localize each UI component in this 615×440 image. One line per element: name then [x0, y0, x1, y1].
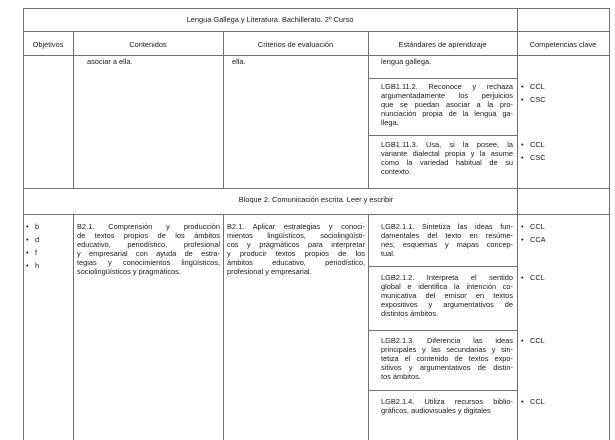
- bullet-text: d: [35, 235, 40, 244]
- bullet-icon: •: [521, 82, 524, 91]
- text-line: mientos lingüísticos, sociolingüísti-: [227, 231, 365, 240]
- bullet-text: CSC: [530, 153, 546, 162]
- border-left: [23, 8, 24, 440]
- estandar-text: [381, 140, 513, 176]
- text-line: LGB2.1.4. Utiliza recursos biblio-: [381, 397, 513, 406]
- column-divider: [73, 214, 74, 440]
- text-line: nes, esquemas y mapas concep-: [381, 240, 513, 249]
- estandar-text: [381, 273, 513, 318]
- bullet-text: CCL: [530, 222, 545, 231]
- column-divider: [73, 31, 74, 189]
- text-line: LGB2.1.3. Diferencia las ideas: [381, 336, 513, 345]
- col-header-objetivos: Objetivos: [32, 40, 64, 49]
- bloque-divider: [23, 214, 610, 215]
- column-divider: [517, 8, 518, 440]
- border-top: [23, 8, 610, 9]
- text-line: como la variedad habitual de su: [381, 158, 513, 167]
- text-line: principales y las secundarias y sin-: [381, 345, 513, 354]
- bullet-text: CCA: [530, 235, 546, 244]
- text-line: damentales del texto en resúme-: [381, 231, 513, 240]
- criterio-continued: ella.: [232, 57, 246, 66]
- row-divider: [368, 266, 518, 267]
- text-line: expositivos y argumentativos de: [381, 300, 513, 309]
- row-divider: [368, 78, 518, 79]
- columns-divider: [23, 55, 610, 56]
- text-line: B2.1. Aplicar estrategias y conoci-: [227, 222, 365, 231]
- text-line: educativo, periodístico, profesional: [77, 240, 220, 249]
- text-line: ámbitos educativo, periodístico,: [227, 258, 365, 267]
- bullet-text: CSC: [530, 95, 546, 104]
- bullet-icon: •: [26, 235, 29, 244]
- text-line: B2.1. Comprensión y producción: [77, 222, 220, 231]
- text-line: municativa del emisor en textos: [381, 291, 513, 300]
- row-divider: [368, 135, 518, 136]
- text-line: y empresarial con ayuda de estra-: [77, 249, 220, 258]
- text-line: de textos propios de los ámbitos: [77, 231, 220, 240]
- bullet-text: CCL: [530, 273, 545, 282]
- text-line: tual.: [381, 249, 395, 258]
- text-line: sociolingüísticos y pragmáticos.: [77, 267, 181, 276]
- criterio-text: [227, 222, 365, 276]
- text-line: cos y pragmáticos para interpretar: [227, 240, 365, 249]
- header-divider: [23, 31, 610, 32]
- text-line: argumentadamente los perjuicios: [381, 91, 513, 100]
- bullet-icon: •: [26, 222, 29, 231]
- estandar-text: [381, 82, 513, 127]
- bullet-icon: •: [521, 222, 524, 231]
- text-line: distintos ámbitos.: [381, 309, 439, 318]
- column-divider: [368, 31, 369, 189]
- col-header-criterios: Criterios de evaluación: [257, 40, 334, 49]
- bullet-icon: •: [26, 248, 29, 257]
- text-line: que se puedan asociar a la pro-: [381, 100, 513, 109]
- estandar-text: [381, 397, 513, 415]
- row-divider: [368, 390, 518, 391]
- border-right: [609, 8, 610, 440]
- bullet-text: CCL: [530, 82, 545, 91]
- bullet-text: b: [35, 222, 40, 231]
- estandar-text: [381, 336, 513, 381]
- bullet-icon: •: [521, 140, 524, 149]
- text-line: contexto.: [381, 167, 411, 176]
- bullet-icon: •: [521, 95, 524, 104]
- col-header-contenidos: Contenidos: [129, 40, 167, 49]
- bullet-text: CCL: [530, 397, 545, 406]
- bullet-text: h: [35, 261, 40, 270]
- text-line: LGB2.1.1. Sintetiza las ideas fun-: [381, 222, 513, 231]
- bullet-text: CCL: [530, 140, 545, 149]
- text-line: tos ámbitos.: [381, 372, 421, 381]
- text-line: tegias y conocimientos lingüísticos,: [77, 258, 220, 267]
- bullet-icon: •: [26, 261, 29, 270]
- bullet-text: f: [35, 248, 38, 257]
- text-line: y producir textos propios de los: [227, 249, 365, 258]
- text-line: sitivos y argumentativos de distin-: [381, 363, 513, 372]
- text-line: profesional y empresarial.: [227, 267, 312, 276]
- text-line: llega.: [381, 118, 399, 127]
- bloque-divider: [23, 188, 610, 189]
- text-line: global e identifica la intención co-: [381, 282, 513, 291]
- contenido-text: [77, 222, 220, 276]
- bullet-icon: •: [521, 397, 524, 406]
- bullet-icon: •: [521, 273, 524, 282]
- text-line: LGB2.1.2. Interpreta el sentido: [381, 273, 513, 282]
- bullet-icon: •: [521, 153, 524, 162]
- contenido-continued: asociar a ella.: [87, 57, 133, 66]
- text-line: LGB1.11.3. Usa, si la posee, la: [381, 140, 513, 149]
- bullet-icon: •: [521, 336, 524, 345]
- bullet-icon: •: [521, 235, 524, 244]
- estandar-continued: lengua gallega.: [381, 57, 432, 66]
- row-divider: [368, 330, 518, 331]
- text-line: variante dialectal propia y la asume: [381, 149, 513, 158]
- col-header-estandares: Estándares de aprendizaje: [398, 40, 487, 49]
- column-divider: [223, 214, 224, 440]
- column-divider: [368, 214, 369, 440]
- text-line: LGB1.11.2. Reconoce y rechaza: [381, 82, 513, 91]
- bloque-title: Bloque 2. Comunicación escrita. Leer y escribir: [238, 195, 394, 204]
- text-line: gráficos, audiovisuales y digitales: [381, 406, 491, 415]
- table-title: Lengua Gallega y Literatura. Bachillerato. 2º Curso: [186, 15, 354, 24]
- col-header-competencias: Competencias clave: [529, 40, 597, 49]
- text-line: tetiza el contenido de textos expo-: [381, 354, 513, 363]
- bullet-text: CCL: [530, 336, 545, 345]
- text-line: nunciación propia de la lengua ga-: [381, 109, 513, 118]
- estandar-text: [381, 222, 513, 258]
- column-divider: [223, 31, 224, 189]
